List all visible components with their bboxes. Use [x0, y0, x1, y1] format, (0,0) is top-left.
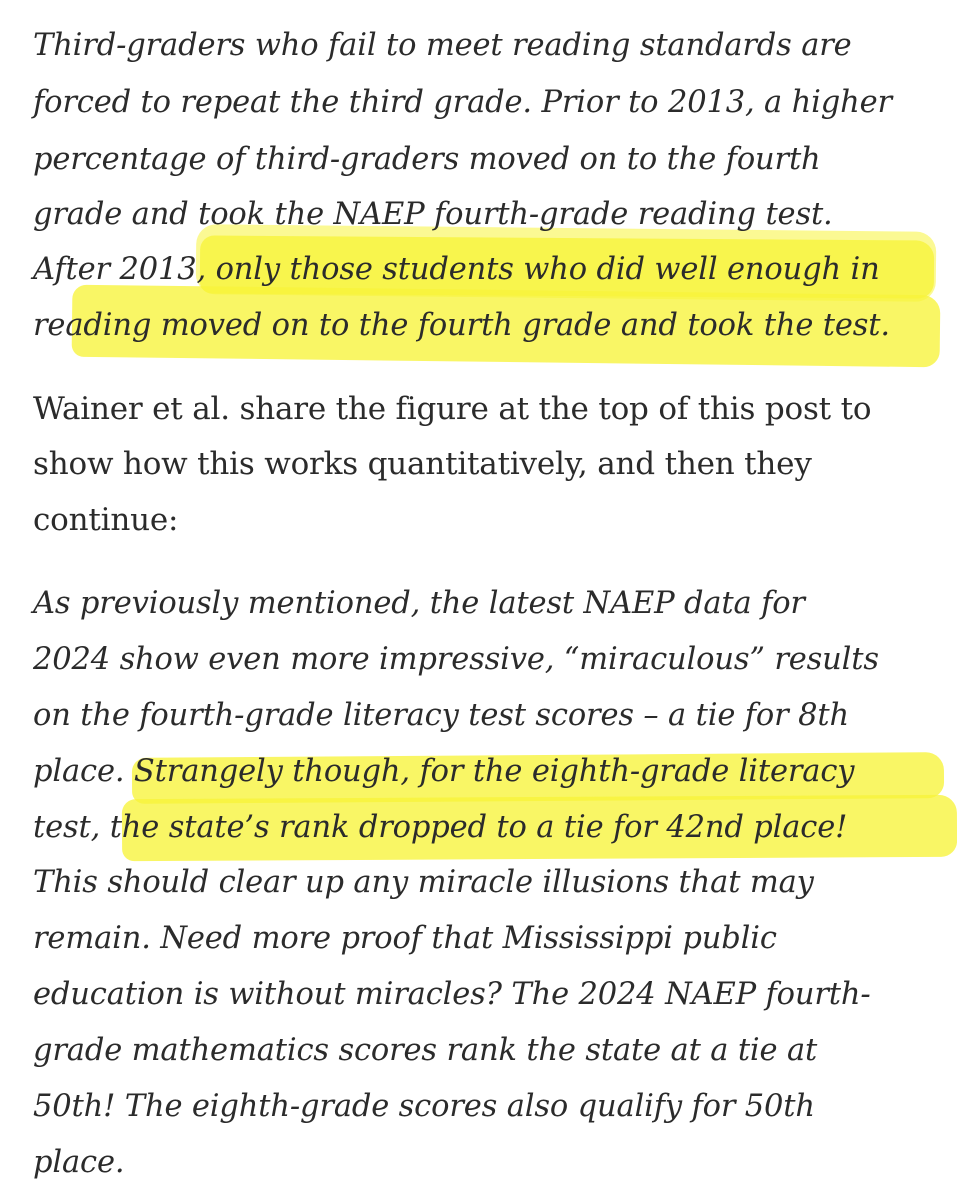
quote-2-line: place. Strangely though, for the eighth-grade literacy — [33, 754, 855, 789]
quote-2-line: This should clear up any miracle illusions that may — [33, 865, 814, 900]
quote-2-line: test, the state’s rank dropped to a tie for 42nd place! — [33, 810, 848, 845]
quote-2-line: As previously mentioned, the latest NAEP data for — [33, 586, 805, 621]
quote-1-line: grade and took the NAEP fourth-grade reading test. — [33, 197, 833, 232]
quote-1-line: percentage of third-graders moved on to the fourth — [33, 142, 821, 177]
quote-2-line: education is without miracles? The 2024 NAEP fourth- — [33, 977, 871, 1012]
paragraph-line: show how this works quantitatively, and then they — [33, 446, 812, 482]
quote-2-line: 50th! The eighth-grade scores also qualify for 50th — [33, 1089, 815, 1124]
quote-1-line: forced to repeat the third grade. Prior to 2013, a higher — [33, 85, 892, 120]
quote-1-line: Third-graders who fail to meet reading standards are — [33, 28, 852, 63]
quote-2-line: place. — [33, 1145, 125, 1180]
quote-2-line: grade mathematics scores rank the state at a tie at — [33, 1033, 818, 1068]
paragraph-line: continue: — [33, 502, 179, 538]
quote-1-line: After 2013, only those students who did well enough in — [33, 252, 880, 287]
paragraph-line: Wainer et al. share the figure at the top of this post to — [33, 391, 872, 427]
quote-2-line: remain. Need more proof that Mississippi public — [33, 921, 777, 956]
quote-1-line: reading moved on to the fourth grade and took the test. — [33, 308, 890, 343]
quote-2-line: on the fourth-grade literacy test scores – a tie for 8th — [33, 698, 849, 733]
quote-2-line: 2024 show even more impressive, “miraculous” results — [33, 642, 879, 677]
